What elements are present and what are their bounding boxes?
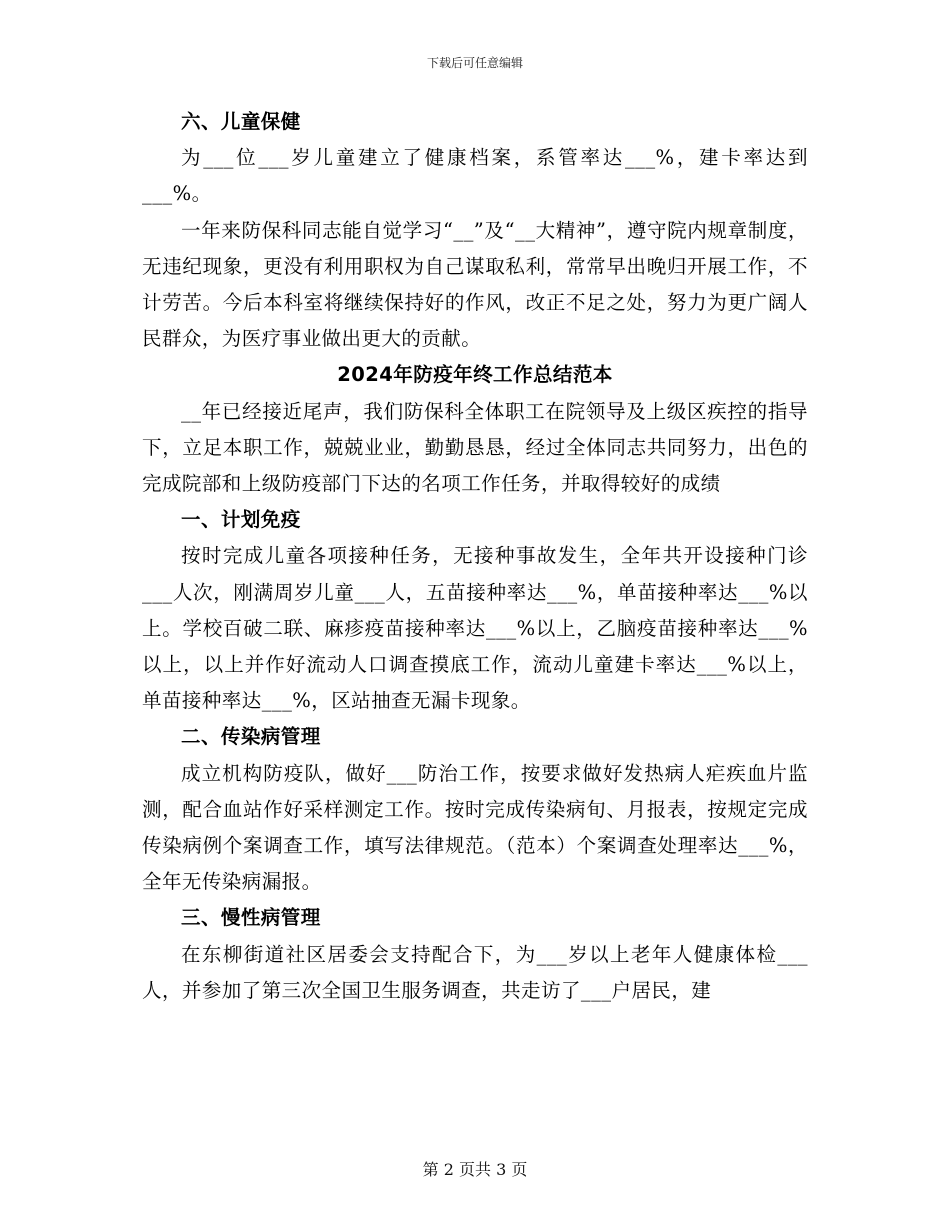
- document-title: 2024年防疫年终工作总结范本: [337, 363, 613, 387]
- document-body: [142, 104, 808, 1009]
- section-heading-child-health: 六、儿童保健: [181, 110, 301, 133]
- paragraph-year-summary: 一年来防保科同志能自觉学习“__”及“__大精神”，遵守院内规章制度，无违纪现象，更没有利用职权为自己谋取私利，常常早出晚归开展工作，不计劳苦。今后本科室将继续保持好的作风，改正不足之处，努力为更广阔人民群众，为医疗事业做出更大的贡献。: [142, 218, 808, 351]
- paragraph-infectious-disease: 成立机构防疫队，做好___防治工作，按要求做好发热病人疟疾血片监测，配合血站作好采样测定工作。按时完成传染病旬、月报表，按规定完成传染病例个案调查工作，填写法律规范。（范本）个案调查处理率达___%，全年无传染病漏报。: [142, 761, 808, 894]
- paragraph-chronic-disease: 在东柳街道社区居委会支持配合下，为___岁以上老年人健康体检___人，并参加了第三次全国卫生服务调查，共走访了___户居民，建: [142, 942, 808, 1002]
- page-header: 下载后可任意编辑: [426, 56, 523, 70]
- section-heading-infectious-disease: 二、传染病管理: [181, 725, 321, 749]
- section-heading-immunization: 一、计划免疫: [181, 508, 301, 532]
- section-heading-chronic-disease: 三、慢性病管理: [181, 906, 321, 930]
- paragraph-intro: __年已经接近尾声，我们防保科全体职工在院领导及上级区疾控的指导下，立足本职工作，兢兢业业，勤勤恳恳，经过全体同志共同努力，出色的完成院部和上级防疫部门下达的名项工作任务，并取得较好的成绩: [142, 399, 808, 496]
- paragraph-child-health: 为___位___岁儿童建立了健康档案，系管率达___%，建卡率达到___%。: [142, 146, 808, 206]
- paragraph-immunization: 按时完成儿童各项接种任务，无接种事故发生，全年共开设接种门诊___人次，刚满周岁儿童___人，五苗接种率达___%，单苗接种率达___%以上。学校百破二联、麻疹疫苗接种率达___%以上，乙脑疫苗接种率达___%以上，以上并作好流动人口调查摸底工作，流动儿童建卡率达___%以上，单苗接种率达___%，区站抽查无漏卡现象。: [142, 544, 808, 713]
- page-footer: 第 2 页共 3 页: [422, 1160, 528, 1179]
